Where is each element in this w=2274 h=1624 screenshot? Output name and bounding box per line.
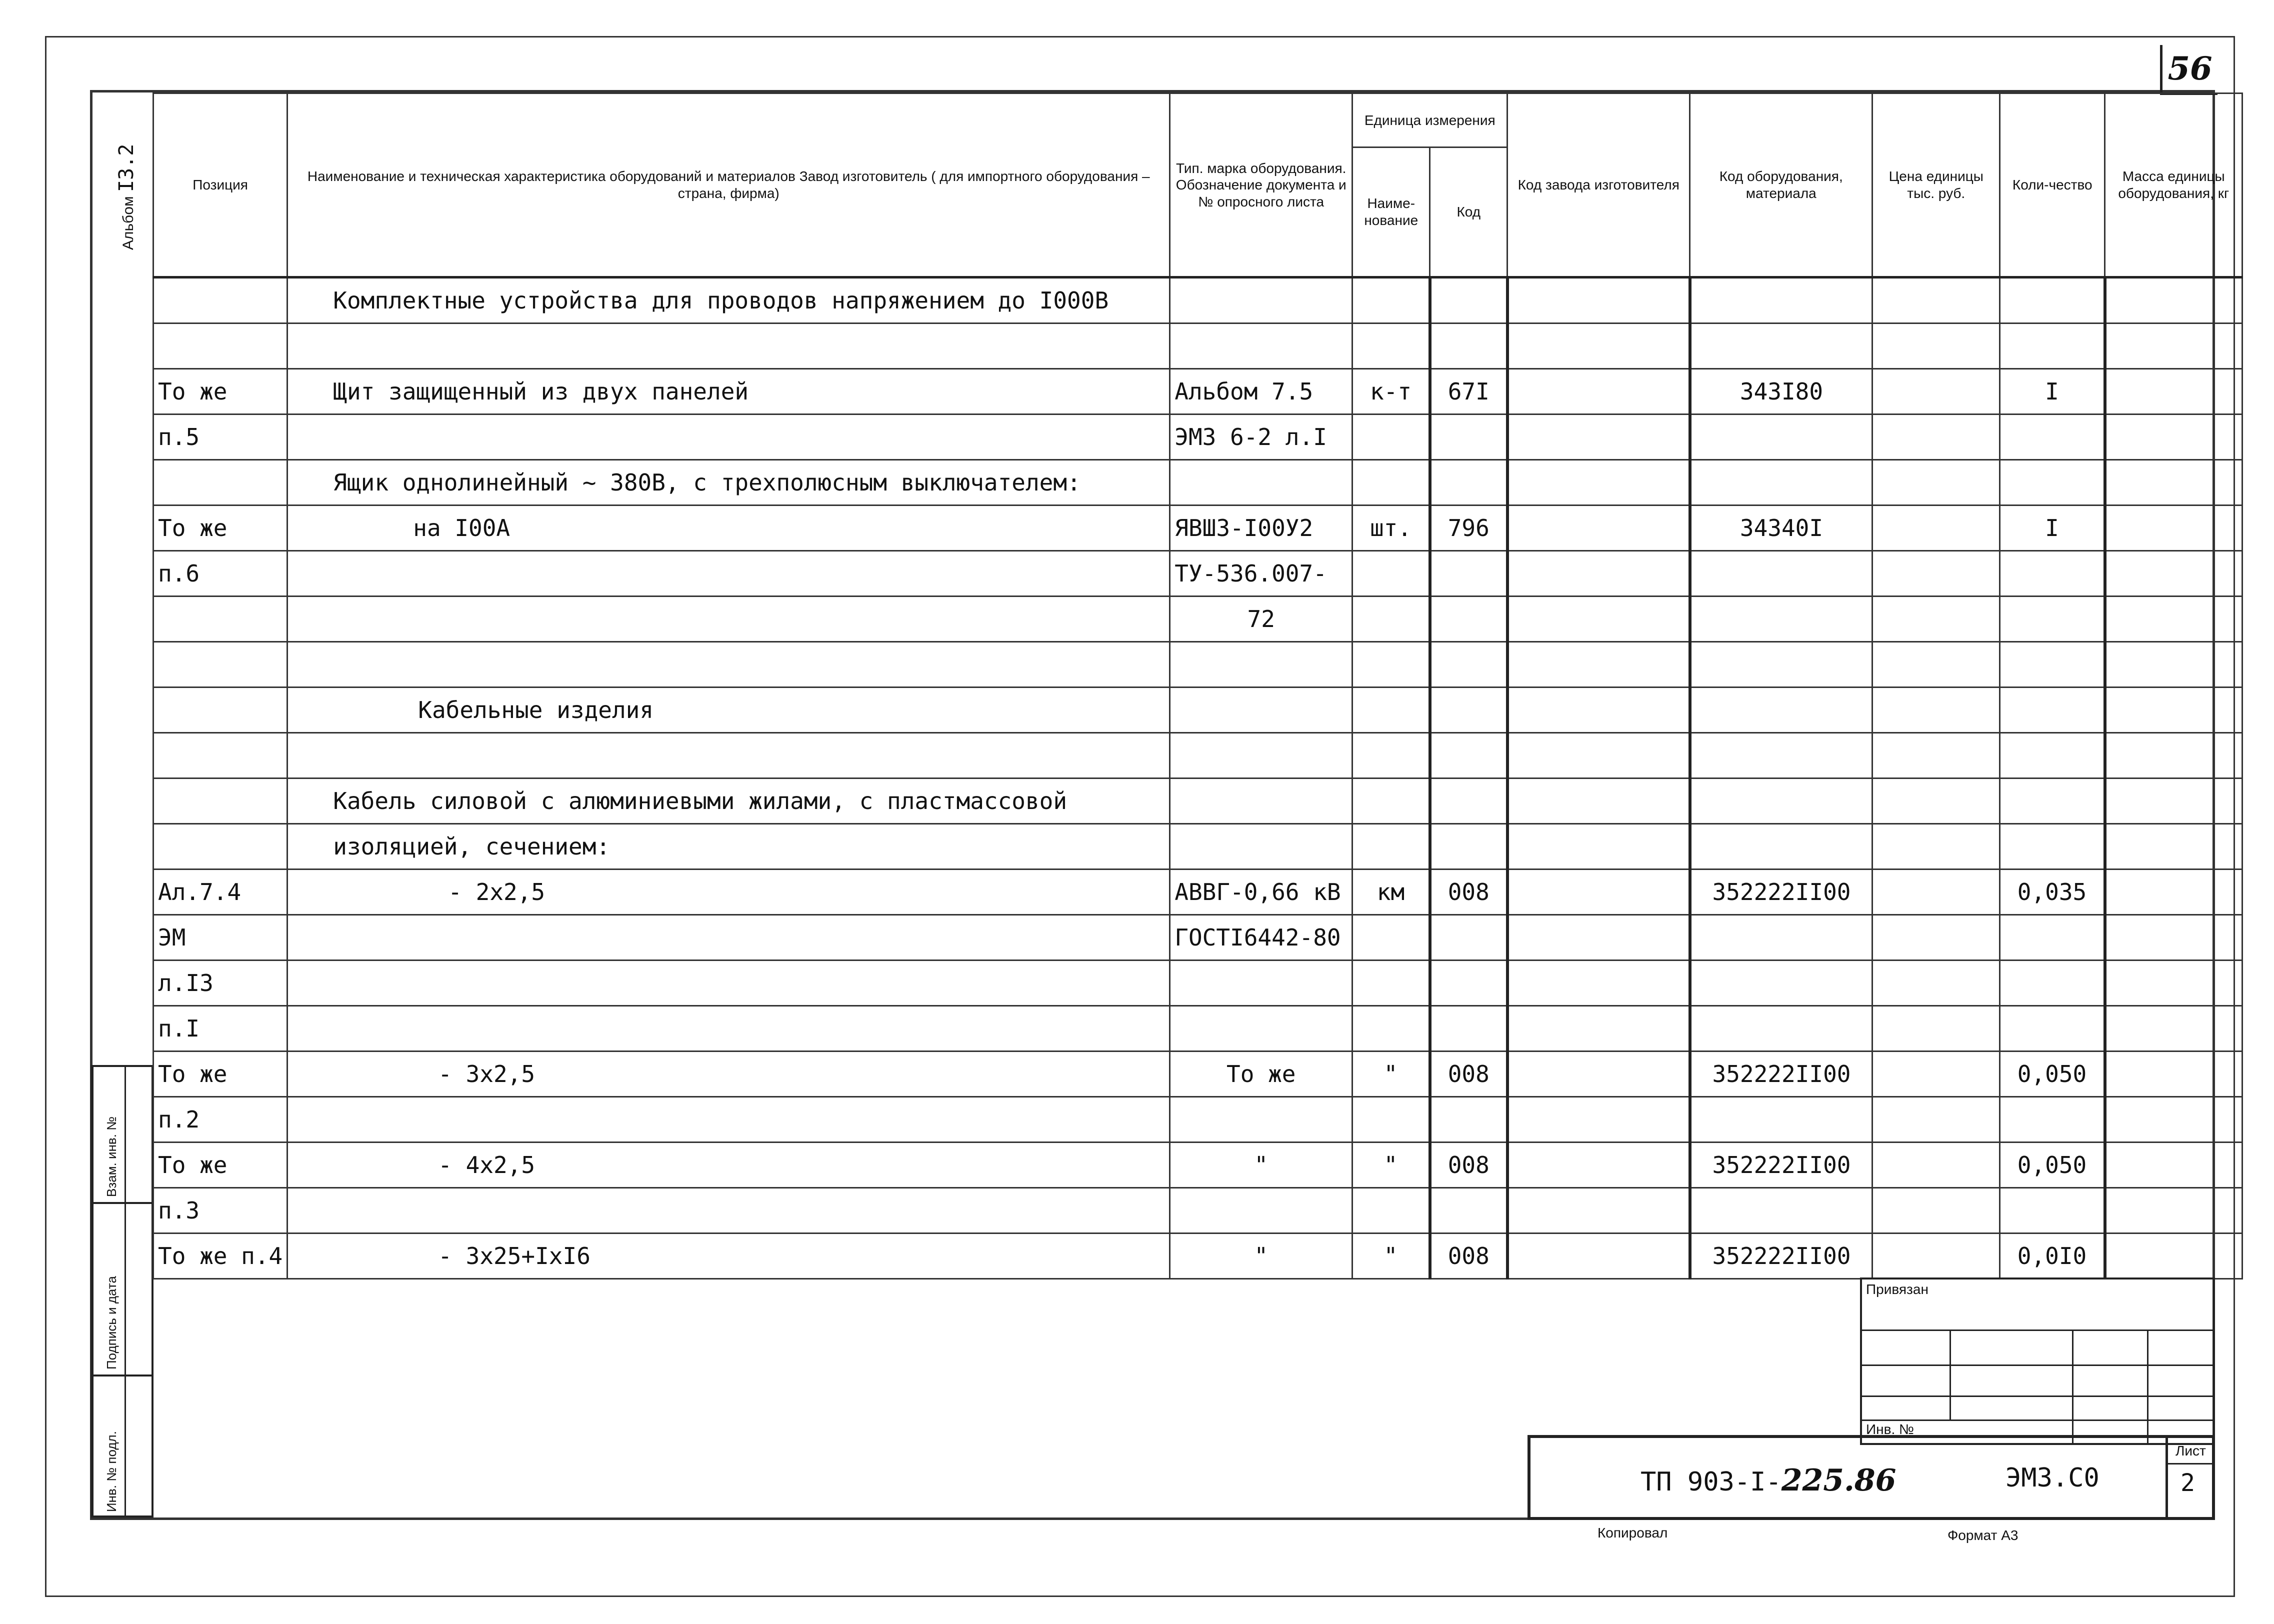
table-row — [154, 1234, 2242, 1279]
cell-price — [1872, 642, 2000, 688]
cell-unit-code — [1430, 915, 1508, 960]
table-row — [154, 369, 2242, 414]
sheet-label: Лист — [2176, 1443, 2206, 1458]
cell-equipment-code — [1690, 1006, 1872, 1052]
cell-equipment-code: 352222II00 — [1690, 1234, 1872, 1279]
cell-name: Комплектные устройства для проводов напряжением до I000В — [288, 278, 1170, 324]
cell-quantity — [2000, 596, 2105, 642]
cell-price — [1872, 778, 2000, 824]
cell-position: п.5 — [154, 414, 288, 460]
cell-factory-code — [1508, 1234, 1690, 1279]
cell-unit-name: " — [1352, 1234, 1430, 1279]
cell-price — [1872, 324, 2000, 369]
cell-unit-name: " — [1352, 1142, 1430, 1188]
cell-unit-code: 008 — [1430, 1142, 1508, 1188]
cell-name — [288, 642, 1170, 688]
cell-mass — [2105, 688, 2242, 733]
cell-type: ЭМЗ 6-2 л.I — [1170, 414, 1352, 460]
cell-mass — [2105, 596, 2242, 642]
header-quantity: Коли-чество — [2000, 94, 2105, 278]
cell-price — [1872, 824, 2000, 870]
cell-name: Щит защищенный из двух панелей — [288, 369, 1170, 414]
cell-unit-name — [1352, 1097, 1430, 1142]
privyazan-line — [1862, 1364, 2213, 1366]
cell-equipment-code — [1690, 688, 1872, 733]
cell-type — [1170, 960, 1352, 1006]
document-mark: ЭМЗ.С0 — [2006, 1463, 2100, 1493]
main-title-block — [1528, 1435, 2215, 1520]
cell-equipment-code: 343I80 — [1690, 369, 1872, 414]
table-row — [154, 870, 2242, 915]
table-row — [154, 1142, 2242, 1188]
cell-mass — [2105, 778, 2242, 824]
cell-position — [154, 733, 288, 778]
header-unit-group: Единица измерения — [1352, 94, 1508, 148]
cell-name: Кабель силовой с алюминиевыми жилами, с пластмассовой — [288, 778, 1170, 824]
table-row — [154, 460, 2242, 506]
cell-unit-name — [1352, 278, 1430, 324]
table-row — [154, 688, 2242, 733]
cell-price — [1872, 1006, 2000, 1052]
cell-equipment-code: 352222II00 — [1690, 1052, 1872, 1097]
header-unit-name: Наиме-нование — [1352, 148, 1430, 278]
cell-mass — [2105, 642, 2242, 688]
header-unit-code: Код — [1430, 148, 1508, 278]
cell-type: ТУ-536.007- — [1170, 551, 1352, 596]
cell-equipment-code — [1690, 324, 1872, 369]
cell-unit-code — [1430, 778, 1508, 824]
cell-equipment-code — [1690, 414, 1872, 460]
table-row — [154, 551, 2242, 596]
cell-position — [154, 824, 288, 870]
cell-type: То же — [1170, 1052, 1352, 1097]
cell-type: АВВГ-0,66 кВ — [1170, 870, 1352, 915]
cell-factory-code — [1508, 1188, 1690, 1234]
table-row — [154, 506, 2242, 551]
side-stamp-strip — [91, 1065, 154, 1518]
cell-type — [1170, 278, 1352, 324]
cell-quantity — [2000, 1006, 2105, 1052]
cell-unit-name — [1352, 778, 1430, 824]
cell-quantity — [2000, 1097, 2105, 1142]
cell-position: То же — [154, 1142, 288, 1188]
stamp-inv-exchange — [94, 1067, 152, 1202]
cell-position — [154, 460, 288, 506]
cell-factory-code — [1508, 551, 1690, 596]
cell-quantity — [2000, 324, 2105, 369]
format-label: Формат А3 — [1948, 1528, 2018, 1543]
cell-factory-code — [1508, 460, 1690, 506]
cell-name — [288, 915, 1170, 960]
stamp-signature-date-label: Подпись и дата — [104, 1276, 119, 1370]
cell-quantity — [2000, 278, 2105, 324]
cell-type: " — [1170, 1142, 1352, 1188]
cell-equipment-code — [1690, 778, 1872, 824]
cell-name: на I00А — [288, 506, 1170, 551]
table-row — [154, 960, 2242, 1006]
cell-quantity: 0,0I0 — [2000, 1234, 2105, 1279]
album-number: I3.2 — [115, 144, 138, 192]
cell-factory-code — [1508, 1006, 1690, 1052]
cell-quantity — [2000, 778, 2105, 824]
cell-mass — [2105, 1097, 2242, 1142]
document-number: 225.86 — [1781, 1463, 1896, 1498]
stamp-inv-original-label: Инв. № подл. — [104, 1431, 119, 1512]
cell-mass — [2105, 1142, 2242, 1188]
cell-price — [1872, 460, 2000, 506]
sheet-divider — [2166, 1463, 2212, 1464]
cell-mass — [2105, 460, 2242, 506]
cell-mass — [2105, 369, 2242, 414]
cell-unit-code — [1430, 1188, 1508, 1234]
cell-mass — [2105, 1006, 2242, 1052]
cell-unit-name: км — [1352, 870, 1430, 915]
cell-equipment-code: 34340I — [1690, 506, 1872, 551]
cell-factory-code — [1508, 824, 1690, 870]
cell-unit-code — [1430, 460, 1508, 506]
cell-mass — [2105, 1052, 2242, 1097]
cell-price — [1872, 870, 2000, 915]
cell-position — [154, 642, 288, 688]
cell-position: ЭМ — [154, 915, 288, 960]
cell-unit-code — [1430, 551, 1508, 596]
cell-price — [1872, 1188, 2000, 1234]
cell-factory-code — [1508, 1097, 1690, 1142]
cell-mass — [2105, 551, 2242, 596]
cell-name: Кабельные изделия — [288, 688, 1170, 733]
cell-name — [288, 1097, 1170, 1142]
cell-price — [1872, 1052, 2000, 1097]
cell-equipment-code: 352222II00 — [1690, 870, 1872, 915]
cell-mass — [2105, 915, 2242, 960]
cell-unit-name: к-т — [1352, 369, 1430, 414]
table-row — [154, 1188, 2242, 1234]
cell-position: п.6 — [154, 551, 288, 596]
cell-mass — [2105, 824, 2242, 870]
cell-unit-name: шт. — [1352, 506, 1430, 551]
album-label-text: Альбом — [120, 196, 136, 250]
cell-price — [1872, 278, 2000, 324]
cell-price — [1872, 506, 2000, 551]
table-row — [154, 414, 2242, 460]
cell-quantity — [2000, 688, 2105, 733]
cell-equipment-code — [1690, 824, 1872, 870]
cell-type: 72 — [1170, 596, 1352, 642]
cell-unit-name — [1352, 733, 1430, 778]
cell-price — [1872, 596, 2000, 642]
privyazan-divider — [1950, 1330, 1951, 1420]
cell-quantity — [2000, 551, 2105, 596]
cell-type — [1170, 1097, 1352, 1142]
cell-factory-code — [1508, 642, 1690, 688]
cell-name: - 2х2,5 — [288, 870, 1170, 915]
cell-equipment-code — [1690, 642, 1872, 688]
cell-unit-code — [1430, 278, 1508, 324]
cell-type — [1170, 733, 1352, 778]
cell-price — [1872, 688, 2000, 733]
cell-price — [1872, 733, 2000, 778]
cell-unit-code — [1430, 324, 1508, 369]
cell-unit-code — [1430, 960, 1508, 1006]
header-factory-code: Код завода изготовителя — [1508, 94, 1690, 278]
cell-unit-code: 008 — [1430, 1052, 1508, 1097]
cell-name — [288, 733, 1170, 778]
stamp-inv-exchange-label: Взам. инв. № — [104, 1116, 119, 1197]
cell-quantity: 0,050 — [2000, 1142, 2105, 1188]
cell-mass — [2105, 960, 2242, 1006]
cell-position: То же п.4 — [154, 1234, 288, 1279]
cell-unit-code — [1430, 414, 1508, 460]
cell-price — [1872, 1097, 2000, 1142]
cell-position: п.I — [154, 1006, 288, 1052]
document-prefix: ТП 903-I- — [1640, 1467, 1782, 1497]
cell-unit-code: 008 — [1430, 870, 1508, 915]
cell-unit-code — [1430, 824, 1508, 870]
cell-factory-code — [1508, 915, 1690, 960]
cell-factory-code — [1508, 324, 1690, 369]
cell-unit-name — [1352, 642, 1430, 688]
cell-name — [288, 1006, 1170, 1052]
document-code — [1640, 1463, 1896, 1498]
cell-position — [154, 596, 288, 642]
header-position: Позиция — [154, 94, 288, 278]
cell-mass — [2105, 1234, 2242, 1279]
cell-quantity — [2000, 414, 2105, 460]
cell-equipment-code — [1690, 278, 1872, 324]
cell-factory-code — [1508, 1142, 1690, 1188]
privyazan-divider — [2147, 1330, 2148, 1443]
table-row — [154, 824, 2242, 870]
table-row — [154, 642, 2242, 688]
cell-type: ЯВШЗ-I00У2 — [1170, 506, 1352, 551]
cell-unit-code — [1430, 733, 1508, 778]
cell-position — [154, 778, 288, 824]
cell-position: Ал.7.4 — [154, 870, 288, 915]
privyazan-label: Привязан — [1866, 1282, 1928, 1297]
cell-quantity — [2000, 960, 2105, 1006]
cell-price — [1872, 915, 2000, 960]
cell-position — [154, 324, 288, 369]
cell-type: Альбом 7.5 — [1170, 369, 1352, 414]
cell-quantity — [2000, 460, 2105, 506]
cell-equipment-code — [1690, 915, 1872, 960]
cell-factory-code — [1508, 506, 1690, 551]
cell-price — [1872, 414, 2000, 460]
cell-unit-code — [1430, 596, 1508, 642]
privyazan-block — [1860, 1278, 2215, 1445]
cell-unit-code — [1430, 1097, 1508, 1142]
copied-label: Копировал — [1598, 1525, 1668, 1540]
cell-equipment-code — [1690, 460, 1872, 506]
cell-unit-code: 67I — [1430, 369, 1508, 414]
cell-mass — [2105, 414, 2242, 460]
cell-quantity: I — [2000, 369, 2105, 414]
table-row — [154, 778, 2242, 824]
cell-unit-name — [1352, 960, 1430, 1006]
cell-type — [1170, 324, 1352, 369]
cell-name — [288, 596, 1170, 642]
cell-unit-name — [1352, 1006, 1430, 1052]
cell-quantity — [2000, 824, 2105, 870]
cell-equipment-code: 352222II00 — [1690, 1142, 1872, 1188]
cell-position — [154, 688, 288, 733]
cell-quantity: 0,050 — [2000, 1052, 2105, 1097]
cell-price — [1872, 1142, 2000, 1188]
table-row — [154, 1006, 2242, 1052]
cell-unit-code — [1430, 688, 1508, 733]
cell-type: ГОСТI6442-80 — [1170, 915, 1352, 960]
cell-type — [1170, 642, 1352, 688]
cell-quantity — [2000, 915, 2105, 960]
cell-mass — [2105, 733, 2242, 778]
cell-type: " — [1170, 1234, 1352, 1279]
cell-quantity: I — [2000, 506, 2105, 551]
stamp-signature-date — [94, 1202, 152, 1374]
cell-name: - 3х2,5 — [288, 1052, 1170, 1097]
table-row — [154, 733, 2242, 778]
header-name: Наименование и техническая характеристика оборудований и материалов Завод изготовитель ( для импортного оборудования – страна, фирма) — [288, 94, 1170, 278]
cell-factory-code — [1508, 278, 1690, 324]
table-row — [154, 278, 2242, 324]
header-type: Тип. марка оборудования. Обозначение документа и № опросного листа — [1170, 94, 1352, 278]
privyazan-line — [1862, 1330, 2213, 1331]
cell-factory-code — [1508, 870, 1690, 915]
cell-factory-code — [1508, 414, 1690, 460]
cell-unit-name — [1352, 414, 1430, 460]
specification-body — [154, 278, 2242, 1279]
table-row — [154, 915, 2242, 960]
cell-quantity — [2000, 733, 2105, 778]
cell-name — [288, 324, 1170, 369]
cell-factory-code — [1508, 688, 1690, 733]
cell-equipment-code — [1690, 960, 1872, 1006]
header-mass: Масса единицы оборудования, кг — [2105, 94, 2242, 278]
cell-unit-name: " — [1352, 1052, 1430, 1097]
cell-quantity: 0,035 — [2000, 870, 2105, 915]
privyazan-line — [1862, 1396, 2213, 1397]
cell-factory-code — [1508, 960, 1690, 1006]
cell-unit-name — [1352, 551, 1430, 596]
cell-unit-name — [1352, 596, 1430, 642]
cell-type — [1170, 1188, 1352, 1234]
cell-position — [154, 278, 288, 324]
cell-name: Ящик однолинейный ~ 380В, с трехполюсным выключателем: — [288, 460, 1170, 506]
cell-type — [1170, 460, 1352, 506]
cell-name: - 3х25+IхI6 — [288, 1234, 1170, 1279]
cell-factory-code — [1508, 596, 1690, 642]
cell-unit-name — [1352, 1188, 1430, 1234]
cell-type — [1170, 778, 1352, 824]
cell-price — [1872, 1234, 2000, 1279]
cell-mass — [2105, 278, 2242, 324]
cell-type — [1170, 688, 1352, 733]
cell-mass — [2105, 870, 2242, 915]
cell-unit-code — [1430, 642, 1508, 688]
cell-unit-name — [1352, 915, 1430, 960]
cell-unit-code: 796 — [1430, 506, 1508, 551]
page-number: 56 — [2160, 45, 2218, 95]
table-row — [154, 1052, 2242, 1097]
header-equipment-code: Код оборудования, материала — [1690, 94, 1872, 278]
cell-unit-name — [1352, 324, 1430, 369]
cell-mass — [2105, 506, 2242, 551]
cell-type — [1170, 1006, 1352, 1052]
cell-price — [1872, 960, 2000, 1006]
cell-name — [288, 1188, 1170, 1234]
cell-position: л.I3 — [154, 960, 288, 1006]
cell-price — [1872, 369, 2000, 414]
cell-mass — [2105, 1188, 2242, 1234]
cell-mass — [2105, 324, 2242, 369]
cell-quantity — [2000, 642, 2105, 688]
cell-name: изоляцией, сечением: — [288, 824, 1170, 870]
sheet-divider — [2166, 1438, 2168, 1517]
cell-unit-name — [1352, 460, 1430, 506]
cell-position: п.3 — [154, 1188, 288, 1234]
cell-price — [1872, 551, 2000, 596]
album-label — [115, 144, 138, 250]
cell-name: - 4х2,5 — [288, 1142, 1170, 1188]
cell-equipment-code — [1690, 1097, 1872, 1142]
inv-no-label: Инв. № — [1866, 1422, 1914, 1437]
cell-position: То же — [154, 369, 288, 414]
cell-unit-code: 008 — [1430, 1234, 1508, 1279]
privyazan-line — [1862, 1420, 2213, 1421]
cell-name — [288, 414, 1170, 460]
stamp-inv-original — [94, 1374, 152, 1517]
specification-table — [152, 92, 2243, 1280]
table-row — [154, 596, 2242, 642]
cell-unit-name — [1352, 824, 1430, 870]
cell-factory-code — [1508, 733, 1690, 778]
cell-unit-code — [1430, 1006, 1508, 1052]
cell-equipment-code — [1690, 733, 1872, 778]
cell-equipment-code — [1690, 596, 1872, 642]
cell-factory-code — [1508, 369, 1690, 414]
table-row — [154, 1097, 2242, 1142]
cell-position: То же — [154, 506, 288, 551]
cell-equipment-code — [1690, 551, 1872, 596]
table-row — [154, 324, 2242, 369]
sheet-value: 2 — [2180, 1469, 2195, 1497]
cell-type — [1170, 824, 1352, 870]
cell-equipment-code — [1690, 1188, 1872, 1234]
cell-position: То же — [154, 1052, 288, 1097]
cell-factory-code — [1508, 778, 1690, 824]
cell-position: п.2 — [154, 1097, 288, 1142]
cell-factory-code — [1508, 1052, 1690, 1097]
privyazan-divider — [2072, 1330, 2074, 1443]
cell-name — [288, 551, 1170, 596]
header-price: Цена единицы тыс. руб. — [1872, 94, 2000, 278]
cell-name — [288, 960, 1170, 1006]
cell-quantity — [2000, 1188, 2105, 1234]
cell-unit-name — [1352, 688, 1430, 733]
